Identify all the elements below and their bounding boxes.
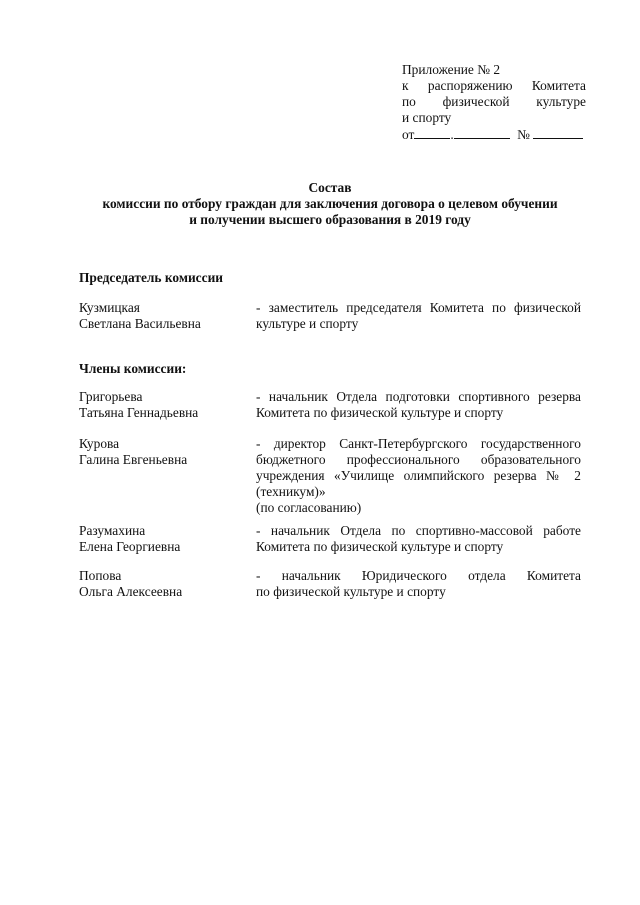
- title-line-3: и получении высшего образования в 2019 году: [189, 212, 471, 227]
- member-given-name: Галина Евгеньевна: [79, 452, 188, 467]
- member-role-line: - начальник Отдела подготовки спортивного резерва: [256, 389, 581, 404]
- member-name: [79, 389, 249, 421]
- member-role-line: по физической культуре и спорту: [256, 584, 446, 599]
- number-sign: №: [517, 127, 530, 142]
- title-line-1: Состав: [308, 180, 352, 195]
- appendix-sport-line: и спорту: [402, 110, 452, 125]
- members-heading: Члены комиссии:: [79, 361, 187, 376]
- member-surname: Разумахина: [79, 523, 146, 538]
- member-role-line: Комитета по физической культуре и спорту: [256, 539, 504, 554]
- member-given-name: Елена Георгиевна: [79, 539, 181, 554]
- date-prefix: от: [402, 127, 415, 142]
- member-surname: Григорьева: [79, 389, 143, 404]
- appendix-committee-line: по физической культуре: [402, 94, 586, 109]
- member-role-line: - начальник Юридического отдела Комитета: [256, 568, 581, 583]
- member-role-line: (техникум)»: [256, 484, 326, 499]
- chairman-surname: Кузмицкая: [79, 300, 140, 315]
- document-title: [80, 180, 580, 228]
- member-given-name: Татьяна Геннадьевна: [79, 405, 199, 420]
- number-blank: [533, 126, 583, 139]
- member-role: [256, 436, 581, 516]
- chairman-role: [256, 300, 581, 332]
- member-role: [256, 568, 581, 600]
- member-role-line: учреждения «Училище олимпийского резерва № 2: [256, 468, 581, 483]
- chairman-given-name: Светлана Васильевна: [79, 316, 201, 331]
- member-name: [79, 523, 249, 555]
- member-role: [256, 523, 581, 555]
- chairman-role-line-2: культуре и спорту: [256, 316, 359, 331]
- member-role: [256, 389, 581, 421]
- appendix-date-number-line: от . №: [402, 126, 586, 143]
- member-name: [79, 568, 249, 600]
- date-blank-2: [454, 126, 510, 139]
- appendix-order-line: к распоряжению Комитета: [402, 78, 586, 93]
- chairman-name: [79, 300, 249, 332]
- member-role-line: Комитета по физической культуре и спорту: [256, 405, 504, 420]
- member-surname: Курова: [79, 436, 120, 451]
- title-line-2: комиссии по отбору граждан для заключения договора о целевом обучении: [102, 196, 558, 211]
- appendix-header: [402, 62, 586, 143]
- chairman-role-line-1: - заместитель председателя Комитета по физической: [256, 300, 581, 315]
- date-blank: [414, 126, 450, 139]
- member-role-line: - директор Санкт-Петербургского государственного: [256, 436, 581, 451]
- member-surname: Попова: [79, 568, 122, 583]
- appendix-title: Приложение № 2: [402, 62, 501, 77]
- member-role-line: (по согласованию): [256, 500, 362, 515]
- member-role-line: бюджетного профессионального образовательного: [256, 452, 581, 467]
- member-role-line: - начальник Отдела по спортивно-массовой работе: [256, 523, 581, 538]
- chairman-heading: Председатель комиссии: [79, 270, 223, 285]
- member-given-name: Ольга Алексеевна: [79, 584, 183, 599]
- member-name: [79, 436, 249, 468]
